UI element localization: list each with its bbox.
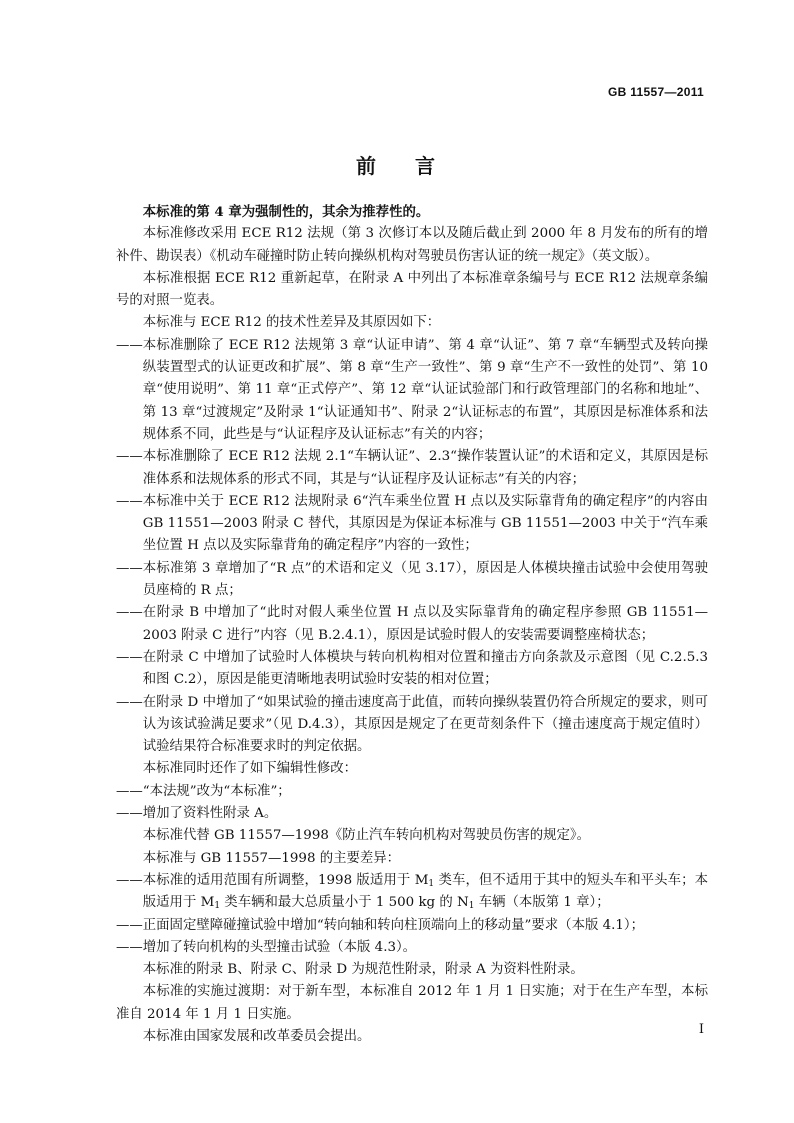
list-item-text: 本标准删除了 ECE R12 法规第 3 章“认证申请”、第 4 章“认证”、第 7 章“车辆型式及转向操纵装置型式的认证更改和扩展”、第 8 章“生产一致性”、第 9 章“生产不一致性的处罚”、第 10 章“使用说明”、第 11 章“正式停产”、第 12 章“认证试验部门和行政管理部门的名称和地址”、第 13 章“过渡规定”及附录 1“认证通知书”、附录 2“认证标志的布置”，其原因是标准体系和法规体系不同，此些是与“认证程序及认证标志”有关的内容； <box>142 337 708 442</box>
paragraph-redraft: 本标准根据 ECE R12 重新起草，在附录 A 中列出了本标准章条编号与 ECE R12 法规章条编号的对照一览表。 <box>116 270 708 309</box>
list-item-text: 本标准第 3 章增加了“R 点”的术语和定义（见 3.17），原因是人体模块撞击试验中会使用驾驶员座椅的 R 点； <box>142 560 708 599</box>
list-dash: —— <box>116 493 143 509</box>
title-char-right: 言 <box>415 154 438 178</box>
list-dash: —— <box>116 605 143 621</box>
text-fragment: 类车辆和最大总质量小于 1 500 kg 的 N <box>220 895 469 911</box>
paragraph-tech-diff-intro: 本标准与 ECE R12 的技术性差异及其原因如下： <box>142 315 441 331</box>
list-item-text: 在附录 D 中增加了“如果试验的撞击速度高于此值，而转向操纵装置仍符合所规定的要求，则可认为该试验满足要求”（见 D.4.3），其原因是规定了在更苛刻条件下（撞击速度高于规定值时）试验结果符合标准要求时的判定依据。 <box>142 694 708 755</box>
list-item-text: 增加了资料性附录 A。 <box>142 806 278 822</box>
paragraph-annex-types: 本标准的附录 B、附录 C、附录 D 为规范性附录，附录 A 为资料性附录。 <box>142 962 584 978</box>
page-title <box>0 150 794 179</box>
title-char-left: 前 <box>356 154 379 178</box>
list-dash: —— <box>116 449 143 465</box>
list-item <box>116 803 708 825</box>
list-dash: —— <box>116 337 143 353</box>
paragraph-editorial-intro: 本标准同时还作了如下编辑性修改： <box>142 761 358 777</box>
list-item-text: 正面固定壁障碰撞试验中增加“转向轴和转向柱顶端向上的移动量”要求（本版 4.1）； <box>142 917 644 933</box>
list-item-text: “本法规”改为“本标准”； <box>142 783 291 799</box>
paragraph-replaces: 本标准代替 GB 11557—1998《防止汽车转向机构对驾驶员伤害的规定》。 <box>142 828 590 844</box>
diff-1998-list <box>116 870 708 959</box>
paragraph-adoption: 本标准修改采用 ECE R12 法规（第 3 次修订本以及随后截止到 2000 年 8 月发布的所有的增补件、勘误表）《机动车碰撞时防止转向操纵机构对驾驶员伤害认证的统一规定》（英文版）。 <box>116 226 708 264</box>
list-item <box>116 647 708 692</box>
standard-code: GB 11557—2011 <box>608 85 704 99</box>
list-item-text: 增加了转向机构的头型撞击试验（本版 4.3）。 <box>142 939 417 955</box>
list-item <box>116 937 708 959</box>
subscript: 1 <box>214 901 221 912</box>
list-dash: —— <box>116 939 143 955</box>
list-item <box>116 781 708 803</box>
list-item-text <box>143 870 708 915</box>
tech-diff-list <box>116 335 708 759</box>
list-item <box>116 491 708 558</box>
paragraph-mandatory: 本标准的第 4 章为强制性的，其余为推荐性的。 <box>142 204 430 220</box>
paragraph-proposer: 本标准由国家发展和改革委员会提出。 <box>142 1028 371 1044</box>
list-item <box>116 915 708 937</box>
list-item <box>116 870 708 915</box>
list-dash: —— <box>116 649 143 665</box>
page-number: I <box>698 1022 704 1037</box>
list-item <box>116 558 708 603</box>
text-fragment: 类车，但不适用于其中的短头车和平头车；本版适用于 M <box>142 872 708 911</box>
list-item <box>116 602 708 647</box>
list-item-text: 本标准删除了 ECE R12 法规 2.1“车辆认证”、2.3“操作装置认证”的术语和定义，其原因是标准体系和法规体系的形式不同，其是与“认证程序及认证标志”有关的内容； <box>142 449 708 487</box>
list-item-text: 本标准中关于 ECE R12 法规附录 6“汽车乘坐位置 H 点以及实际靠背角的确定程序”的内容由 GB 11551—2003 附录 C 替代，其原因是为保证本标准与 GB 11551—2003 中关于“汽车乘坐位置 H 点以及实际靠背角的确定程序”内容的一致性； <box>142 493 708 554</box>
list-dash: —— <box>116 872 143 888</box>
list-item <box>116 446 708 491</box>
document-body <box>116 201 708 1048</box>
list-item-text: 在附录 B 中增加了“此时对假人乘坐位置 H 点以及实际靠背角的确定程序参照 GB 11551—2003 附录 C 进行”内容（见 B.2.4.1），原因是试验时假人的安装需要调整座椅状态； <box>142 605 708 643</box>
paragraph-diff-1998-intro: 本标准与 GB 11557—1998 的主要差异： <box>142 850 401 866</box>
list-item <box>116 335 708 446</box>
list-item <box>116 692 708 759</box>
editorial-list <box>116 781 708 826</box>
list-dash: —— <box>116 917 143 933</box>
subscript: 1 <box>468 901 475 912</box>
list-dash: —— <box>116 694 143 710</box>
list-dash: —— <box>116 783 143 799</box>
text-fragment: 本标准的适用范围有所调整，1998 版适用于 M <box>142 872 429 888</box>
subscript: 1 <box>428 878 435 889</box>
list-item-text: 在附录 C 中增加了试验时人体模块与转向机构相对位置和撞击方向条款及示意图（见 C.2.5.3和图 C.2），原因是能更清晰地表明试验时安装的相对位置； <box>142 649 708 688</box>
list-dash: —— <box>116 806 143 822</box>
list-dash: —— <box>116 560 143 576</box>
paragraph-transition: 本标准的实施过渡期：对于新车型，本标准自 2012 年 1 月 1 日实施；对于在生产车型，本标准自 2014 年 1 月 1 日实施。 <box>116 984 708 1022</box>
text-fragment: 车辆（本版第 1 章）； <box>474 895 610 911</box>
